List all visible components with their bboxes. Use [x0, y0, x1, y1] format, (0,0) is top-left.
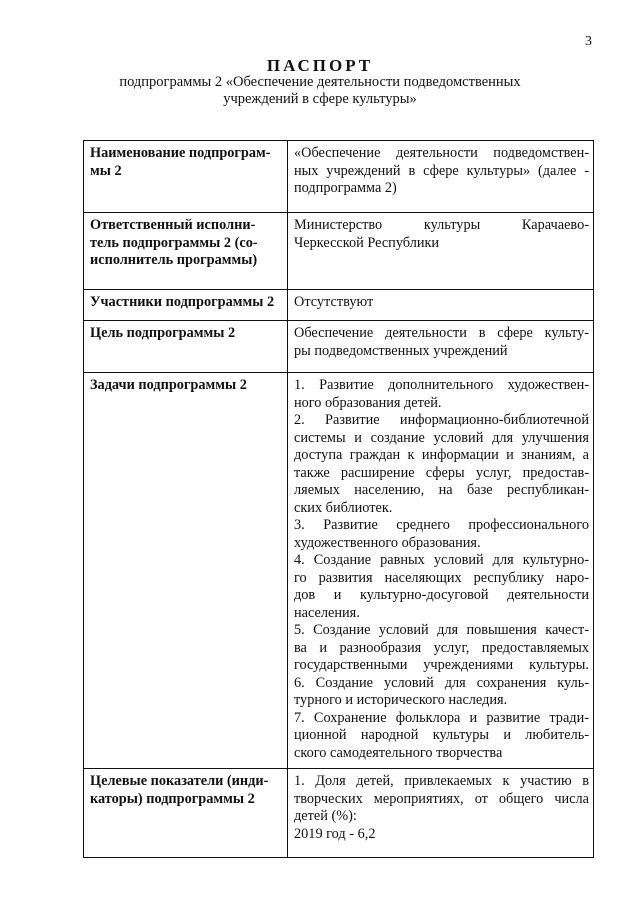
row-label	[84, 321, 288, 373]
value-line: 2. Развитие информационно-библиотечной	[294, 412, 589, 428]
label-line: Цель подпрограммы 2	[90, 325, 236, 341]
label-line: мы 2	[90, 162, 122, 179]
label-line: Наименование подпрограм-	[90, 145, 271, 161]
row-label	[84, 769, 288, 858]
value-line: ского самодеятельного творчества	[294, 744, 503, 761]
subtitle-line: учреждений в сфере культуры»	[223, 91, 417, 107]
value-line: 6. Создание условий для сохранения куль-	[294, 674, 589, 691]
document-title: ПАСПОРТ	[266, 56, 374, 75]
value-line: 3. Развитие среднего профессионального	[294, 517, 589, 533]
value-line: 4. Создание равных условий для культурно-	[294, 552, 589, 568]
value-line: Черкесской Республики	[294, 234, 440, 251]
value-line: 1. Развитие дополнительного художествен-	[294, 377, 589, 393]
row-value	[288, 290, 594, 321]
label-line: Ответственный исполни-	[90, 217, 256, 233]
row-label	[84, 373, 288, 769]
value-line: турного и исторического наследия.	[294, 692, 508, 708]
table-row-tasks	[84, 373, 594, 769]
subtitle-line: подпрограммы 2 «Обеспечение деятельности подведомственных	[119, 74, 521, 90]
value-line: дов и культурно-досуговой деятельности	[294, 587, 589, 603]
value-line: Министерство культуры Карачаево-	[294, 217, 589, 233]
table-row-name	[84, 141, 594, 213]
document-subtitle	[0, 74, 640, 108]
row-label	[84, 141, 288, 213]
passport-table	[83, 140, 594, 858]
value-line: ры подведомственных учреждений	[294, 342, 508, 359]
value-line: ционной народной культуры и любитель-	[294, 727, 589, 743]
value-line: населения.	[294, 604, 360, 621]
label-line: каторы) подпрограммы 2	[90, 790, 255, 807]
value-line: также расширение сферы услуг, предостав-	[294, 464, 589, 481]
table-row-participants	[84, 290, 594, 321]
value-line: художественного образования.	[294, 534, 481, 551]
table-row-goal	[84, 321, 594, 373]
value-line: творческих мероприятиях, от общего числа	[294, 790, 589, 807]
value-line: 1. Доля детей, привлекаемых к участию в	[294, 773, 589, 789]
value-line: «Обеспечение деятельности подведомствен-	[294, 145, 589, 161]
value-line: 7. Сохранение фольклора и развитие тради-	[294, 709, 589, 726]
value-line: ных учреждений в сфере культуры» (далее -	[294, 162, 589, 179]
value-line: системы и создание условий для улучшения	[294, 429, 589, 446]
page-number: 3	[585, 34, 592, 49]
table-row-indicators	[84, 769, 594, 858]
value-line: ного образования детей.	[294, 394, 442, 411]
row-label	[84, 290, 288, 321]
row-value	[288, 373, 594, 769]
label-line: Целевые показатели (инди-	[90, 773, 269, 789]
value-line: го развития населяющих республику наро-	[294, 569, 589, 586]
value-line: 5. Создание условий для повышения качест-	[294, 622, 589, 638]
value-line: Отсутствуют	[294, 294, 374, 310]
table-row-responsible	[84, 213, 594, 290]
value-line: государственными учреждениями культуры.	[294, 657, 589, 673]
value-line: ва и разнообразия услуг, предоставляемых	[294, 639, 589, 656]
row-value	[288, 769, 594, 858]
row-value	[288, 213, 594, 290]
value-line: доступа граждан к информации и знаниям, а	[294, 447, 589, 463]
row-value	[288, 321, 594, 373]
value-line: подпрограмма 2)	[294, 180, 397, 196]
label-line: Участники подпрограммы 2	[90, 294, 275, 310]
value-line: ских библиотек.	[294, 499, 393, 516]
label-line: тель подпрограммы 2 (со-	[90, 234, 258, 251]
value-line: детей (%):	[294, 808, 357, 824]
label-line: Задачи подпрограммы 2	[90, 377, 247, 393]
label-line: исполнитель программы)	[90, 252, 258, 268]
value-line: 2019 год - 6,2	[294, 825, 376, 842]
value-line: Обеспечение деятельности в сфере культу-	[294, 325, 589, 341]
value-line: ляемых населению, на базе республикан-	[294, 482, 589, 498]
row-label	[84, 213, 288, 290]
row-value	[288, 141, 594, 213]
